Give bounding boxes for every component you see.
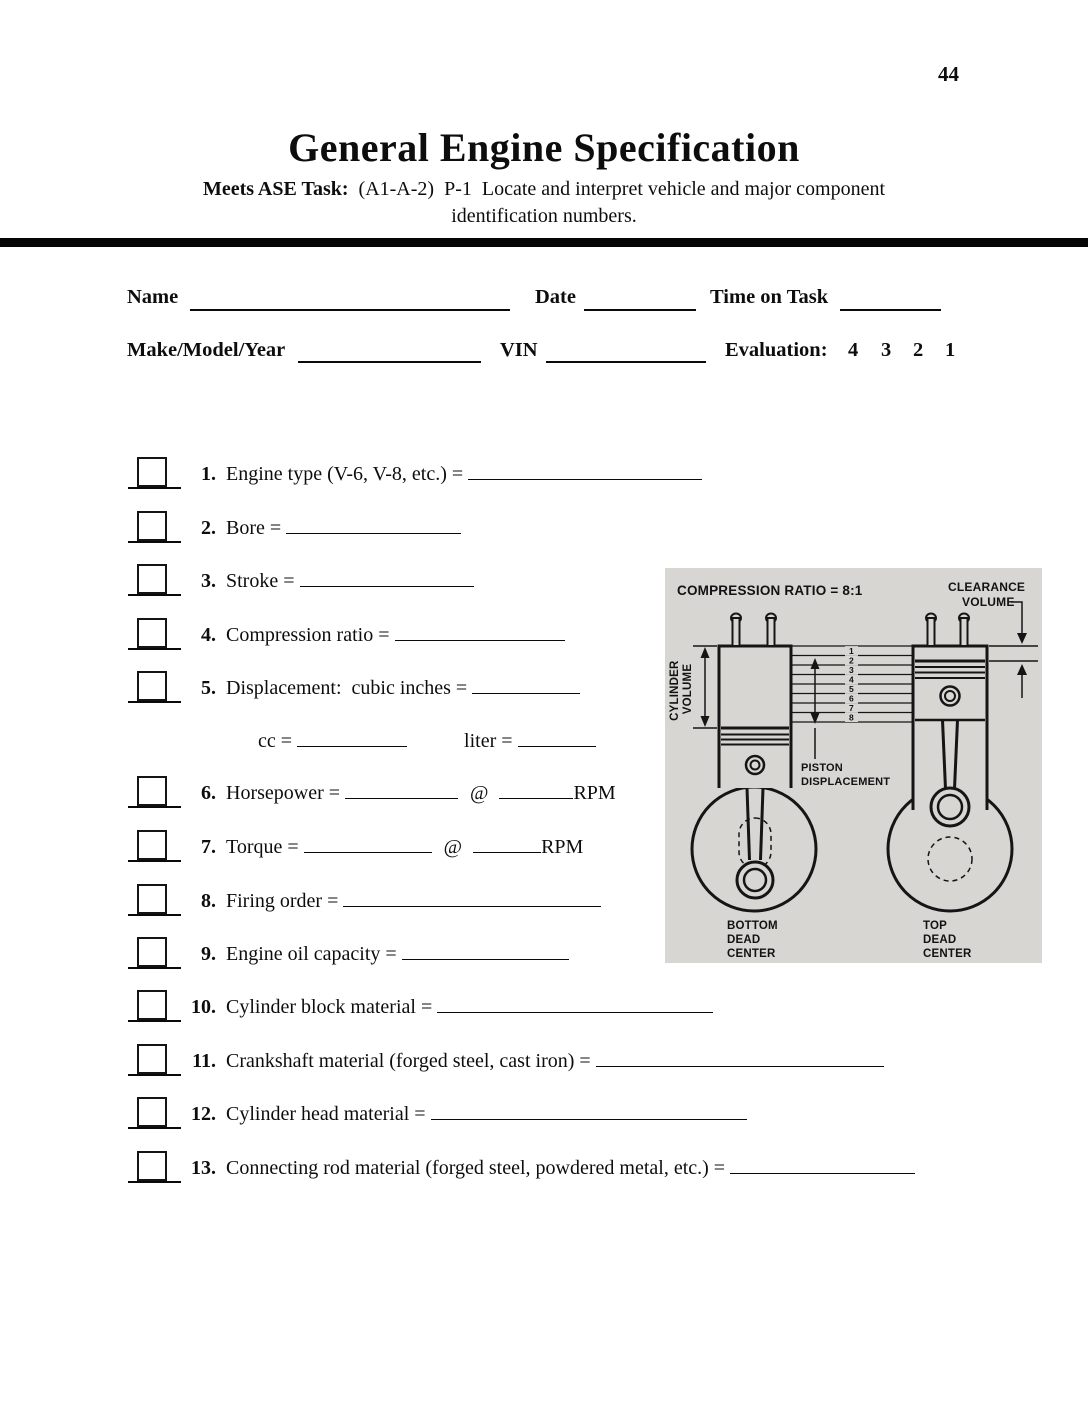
scale-number: 5 [849, 684, 854, 694]
vin-blank[interactable] [546, 361, 706, 363]
item-number: 12. [191, 1103, 216, 1125]
item-7-rpm-blank[interactable] [473, 849, 541, 853]
item-number: 11. [192, 1050, 216, 1072]
evaluation-option-3[interactable]: 3 [881, 339, 892, 361]
item-row-2 [128, 510, 461, 546]
item-row-7 [128, 829, 583, 865]
item-4-answer-blank[interactable] [395, 637, 565, 641]
checkbox-box [137, 776, 167, 806]
checkbox-box [137, 884, 167, 914]
scale-number: 3 [849, 665, 854, 675]
checkbox-box [137, 990, 167, 1020]
checkbox-box [137, 830, 167, 860]
evaluation-option-1[interactable]: 1 [945, 339, 956, 361]
page-number: 44 [938, 62, 959, 86]
item-5-answer-blank[interactable] [472, 690, 580, 694]
rpm-label: RPM [573, 782, 616, 804]
diagram-title: COMPRESSION RATIO = 8:1 [677, 583, 863, 598]
name-blank[interactable] [190, 309, 510, 311]
time-on-task-label: Time on Task [710, 286, 829, 308]
item-5-checkbox[interactable] [128, 667, 181, 703]
item-label: Displacement: cubic inches = [226, 677, 468, 699]
item-row-6 [128, 775, 616, 811]
item-number: 8. [201, 890, 216, 912]
item-label: Engine type (V-6, V-8, etc.) = [226, 463, 464, 485]
make-model-year-label: Make/Model/Year [127, 339, 286, 361]
item-label: Firing order = [226, 890, 339, 912]
evaluation-option-4[interactable]: 4 [848, 339, 859, 361]
item-3-answer-blank[interactable] [300, 583, 474, 587]
liter-answer-blank[interactable] [518, 743, 596, 747]
evaluation-option-2[interactable]: 2 [913, 339, 924, 361]
item-13-answer-blank[interactable] [730, 1170, 915, 1174]
checkbox-box [137, 671, 167, 701]
engine-diagram [665, 568, 1042, 964]
item-label: Engine oil capacity = [226, 943, 397, 965]
item-number: 6. [201, 782, 216, 804]
cc-answer-blank[interactable] [297, 743, 407, 747]
scale-number: 6 [849, 693, 854, 704]
item-label: Connecting rod material (forged steel, powdered metal, etc.) = [226, 1157, 726, 1179]
item-2-checkbox[interactable] [128, 507, 181, 543]
item-11-answer-blank[interactable] [596, 1063, 884, 1067]
item-number: 1. [201, 463, 216, 485]
time-on-task-blank[interactable] [840, 309, 941, 311]
item-1-checkbox[interactable] [128, 453, 181, 489]
item-6-checkbox[interactable] [128, 772, 181, 808]
at-symbol: @ [443, 836, 463, 858]
ase-task-label: Meets ASE Task: [202, 178, 349, 200]
item-12-checkbox[interactable] [128, 1093, 181, 1129]
top-dead-center-label: TOP DEAD CENTER [923, 920, 972, 960]
name-label: Name [127, 286, 179, 308]
checkbox-box [137, 1044, 167, 1074]
item-10-answer-blank[interactable] [437, 1009, 713, 1013]
cc-label: cc = [258, 730, 293, 752]
item-row-1 [128, 456, 702, 492]
item-label: Cylinder block material = [226, 996, 433, 1018]
ase-task-text: (A1-A-2) P-1 Locate and interpret vehicle and major component [348, 178, 886, 200]
checkbox-box [137, 1151, 167, 1181]
item-number: 7. [201, 836, 216, 858]
item-9-checkbox[interactable] [128, 933, 181, 969]
item-11-checkbox[interactable] [128, 1040, 181, 1076]
scale-number: 1 [849, 646, 854, 656]
item-row-9 [128, 936, 569, 972]
checkbox-box [137, 564, 167, 594]
item-6-answer-blank[interactable] [345, 795, 458, 799]
item-number: 4. [201, 624, 216, 646]
item-label: Stroke = [226, 570, 295, 592]
checkbox-box [137, 457, 167, 487]
item-label: Cylinder head material = [226, 1103, 426, 1125]
item-label: Crankshaft material (forged steel, cast iron) = [226, 1050, 591, 1072]
divider-rule [0, 238, 1088, 247]
item-13-checkbox[interactable] [128, 1147, 181, 1183]
piston-displacement-label: PISTON DISPLACEMENT [801, 762, 891, 788]
date-blank[interactable] [584, 309, 696, 311]
item-label: Horsepower = [226, 782, 341, 804]
item-number: 13. [191, 1157, 216, 1179]
item-7-answer-blank[interactable] [304, 849, 432, 853]
item-row-3 [128, 563, 474, 599]
item-3-checkbox[interactable] [128, 560, 181, 596]
item-number: 5. [201, 677, 216, 699]
clearance-volume-label: CLEARANCE VOLUME [948, 580, 1026, 609]
item-8-checkbox[interactable] [128, 880, 181, 916]
checkbox-box [137, 511, 167, 541]
item-row-11 [128, 1043, 884, 1079]
vin-label: VIN [500, 339, 538, 361]
bottom-dead-center-label: BOTTOM DEAD CENTER [727, 920, 778, 960]
item-row-12 [128, 1096, 747, 1132]
scale-number: 2 [849, 655, 854, 666]
item-row-8 [128, 883, 601, 919]
checkbox-box [137, 937, 167, 967]
scale-number: 8 [849, 712, 854, 723]
ase-task-line [0, 178, 1088, 201]
item-label: Torque = [226, 836, 299, 858]
item-number: 9. [201, 943, 216, 965]
item-6-rpm-blank[interactable] [499, 795, 573, 799]
item-10-checkbox[interactable] [128, 986, 181, 1022]
checkbox-box [137, 618, 167, 648]
ase-task-text-2: identification numbers. [451, 205, 637, 227]
scale-number: 4 [849, 674, 854, 685]
item-label: Compression ratio = [226, 624, 390, 646]
item-2-answer-blank[interactable] [286, 530, 461, 534]
liter-label: liter = [464, 730, 513, 752]
item-12-answer-blank[interactable] [431, 1116, 747, 1120]
date-label: Date [535, 286, 576, 308]
item-1-answer-blank[interactable] [468, 476, 702, 480]
item-row-5 [128, 670, 580, 706]
item-7-checkbox[interactable] [128, 826, 181, 862]
item-row-13 [128, 1150, 915, 1186]
item-9-answer-blank[interactable] [402, 956, 569, 960]
page-title: General Engine Specification [288, 125, 800, 170]
make-model-year-blank[interactable] [298, 361, 481, 363]
item-number: 3. [201, 570, 216, 592]
evaluation-label: Evaluation: [725, 339, 828, 361]
rpm-label: RPM [541, 836, 584, 858]
item-number: 10. [191, 996, 216, 1018]
at-symbol: @ [470, 782, 489, 804]
checkbox-box [137, 1097, 167, 1127]
item-4-checkbox[interactable] [128, 614, 181, 650]
cylinder-volume-label: CYLINDER VOLUME [669, 660, 694, 721]
item-row-5-continued [128, 723, 596, 759]
item-row-4 [128, 617, 565, 653]
scale-number: 7 [849, 703, 854, 713]
item-label: Bore = [226, 517, 282, 539]
item-row-10 [128, 989, 713, 1025]
item-number: 2. [201, 517, 216, 539]
item-8-answer-blank[interactable] [343, 903, 601, 907]
